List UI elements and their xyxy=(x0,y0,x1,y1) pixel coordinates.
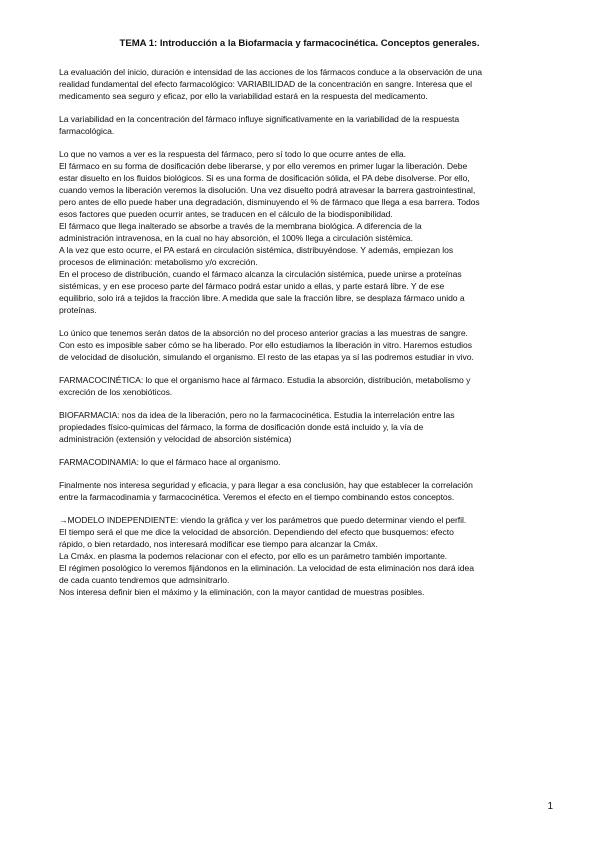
text-line: cuando vemos la liberación veremos la disolución. Una vez disuelto podrá atravesar la barrera gastrointestinal, xyxy=(59,185,476,195)
text-line: Finalmente nos interesa seguridad y eficacia, y para llegar a esa conclusión, hay que establecer la correlación xyxy=(59,480,473,490)
paragraph xyxy=(59,327,547,363)
paragraph xyxy=(59,409,547,445)
paragraph xyxy=(59,113,547,137)
paragraph xyxy=(59,374,547,398)
text-line: administración (extensión y velocidad de absorción sistémica) xyxy=(59,434,292,444)
text-line: El fármaco que llega inalterado se absorbe a través de la membrana biológica. A diferencia de la xyxy=(59,221,422,231)
text-line: El tiempo será el que me dice la velocidad de absorción. Dependiendo del efecto que busquemos: efecto xyxy=(59,527,454,537)
text-line: excreción de los xenobióticos. xyxy=(59,387,173,397)
text-line: de cada cuanto tendremos que admsinitrarlo. xyxy=(59,575,230,585)
paragraph xyxy=(59,148,547,316)
text-line: Lo que no vamos a ver es la respuesta del fármaco, pero sí todo lo que ocurre antes de ella. xyxy=(59,149,406,159)
text-line: medicamento sea seguro y eficaz, por ello la variabilidad estará en la respuesta del medicamento. xyxy=(59,91,428,101)
text-line: procesos de eliminación: metabolismo y/o excreción. xyxy=(59,257,258,267)
paragraph xyxy=(59,66,547,102)
text-line: sistémicas, y en ese proceso parte del fármaco podrá estar unido a ellas, y parte estará libre. Y de ese xyxy=(59,281,445,291)
paragraph xyxy=(59,456,547,468)
text-line: FARMACOCINÉTICA: lo que el organismo hace al fármaco. Estudia la absorción, distribución, metabolismo y xyxy=(59,375,471,385)
text-line: Con esto es imposible saber cómo se ha liberado. Por ello estudiamos la liberación in vitro. Haremos estudios xyxy=(59,340,472,350)
text-line: Nos interesa definir bien el máximo y la eliminación, con la mayor cantidad de muestras posibles. xyxy=(59,587,425,597)
page-number: 1 xyxy=(547,801,553,812)
text-line: El fármaco en su forma de dosificación debe liberarse, y por ello veremos en primer lugar la liberación. Debe xyxy=(59,161,468,171)
text-line: pero antes de ello puede haber una degradación, disminuyendo el % de fármaco que llega a esa barrera. Todos xyxy=(59,197,480,207)
text-line: La variabilidad en la concentración del fármaco influye significativamente en la variabilidad de la respuesta xyxy=(59,114,460,124)
text-line: La Cmáx. en plasma la podemos relacionar con el efecto, por ello es un parámetro también importante. xyxy=(59,551,448,561)
text-line: administración intravenosa, en la cual no hay absorción, el 100% llega a circulación sistémica. xyxy=(59,233,413,243)
text-line: propiedades físico-químicas del fármaco, la forma de dosificación donde está incluido y, la vía de xyxy=(59,422,424,432)
text-line: →MODELO INDEPENDIENTE: viendo la gráfica y ver los parámetros que puedo determinar viendo el perfil. xyxy=(59,515,467,525)
document-body xyxy=(59,66,547,609)
paragraph xyxy=(59,479,547,503)
paragraph xyxy=(59,514,547,598)
text-line: entre la farmacodinamia y farmacocinética. Veremos el efecto en el tiempo combinando estos conceptos. xyxy=(59,492,455,502)
text-line: de velocidad de disolución, simulando el organismo. El resto de las etapas ya sí las podremos estudiar in vivo. xyxy=(59,352,474,362)
text-line: farmacológica. xyxy=(59,126,115,136)
text-line: esos factores que pueden ocurrir antes, se traducen en el cálculo de la biodisponibilidad. xyxy=(59,209,393,219)
text-line: proteínas. xyxy=(59,305,97,315)
text-line: FARMACODINAMIA: lo que el fármaco hace al organismo. xyxy=(59,457,281,467)
text-line: A la vez que esto ocurre, el PA estará en circulación sistémica, distribuyéndose. Y además, empiezan los xyxy=(59,245,454,255)
document-title: TEMA 1: Introducción a la Biofarmacia y farmacocinética. Conceptos generales. xyxy=(119,38,480,49)
text-line: equilibrio, solo irá a tejidos la fracción libre. A medida que sale la fracción libre, se desplaza fármaco unido a xyxy=(59,293,465,303)
text-line: En el proceso de distribución, cuando el fármaco alcanza la circulación sistémica, puede unirse a proteínas xyxy=(59,269,462,279)
text-line: BIOFARMACIA: nos da idea de la liberación, pero no la farmacocinética. Estudia la interrelación entre las xyxy=(59,410,455,420)
text-line: Lo único que tenemos serán datos de la absorción no del proceso anterior gracias a las muestras de sangre. xyxy=(59,328,468,338)
text-line: estar disuelto en los fluidos biológicos. Si es una forma de dosificación sólida, el PA debe disolverse. Por ello, xyxy=(59,173,470,183)
text-line: La evaluación del inicio, duración e intensidad de las acciones de los fármacos conduce a la observación de una xyxy=(59,67,482,77)
text-line: realidad fundamental del efecto farmacológico: VARIABILIDAD de la concentración en sangre. Interesa que el xyxy=(59,79,473,89)
text-line: El régimen posológico lo veremos fijándonos en la eliminación. La velocidad de esta eliminación nos dará idea xyxy=(59,563,474,573)
text-line: rápido, o bien retardado, nos interesará modificar ese tiempo para alcanzar la Cmáx. xyxy=(59,539,378,549)
